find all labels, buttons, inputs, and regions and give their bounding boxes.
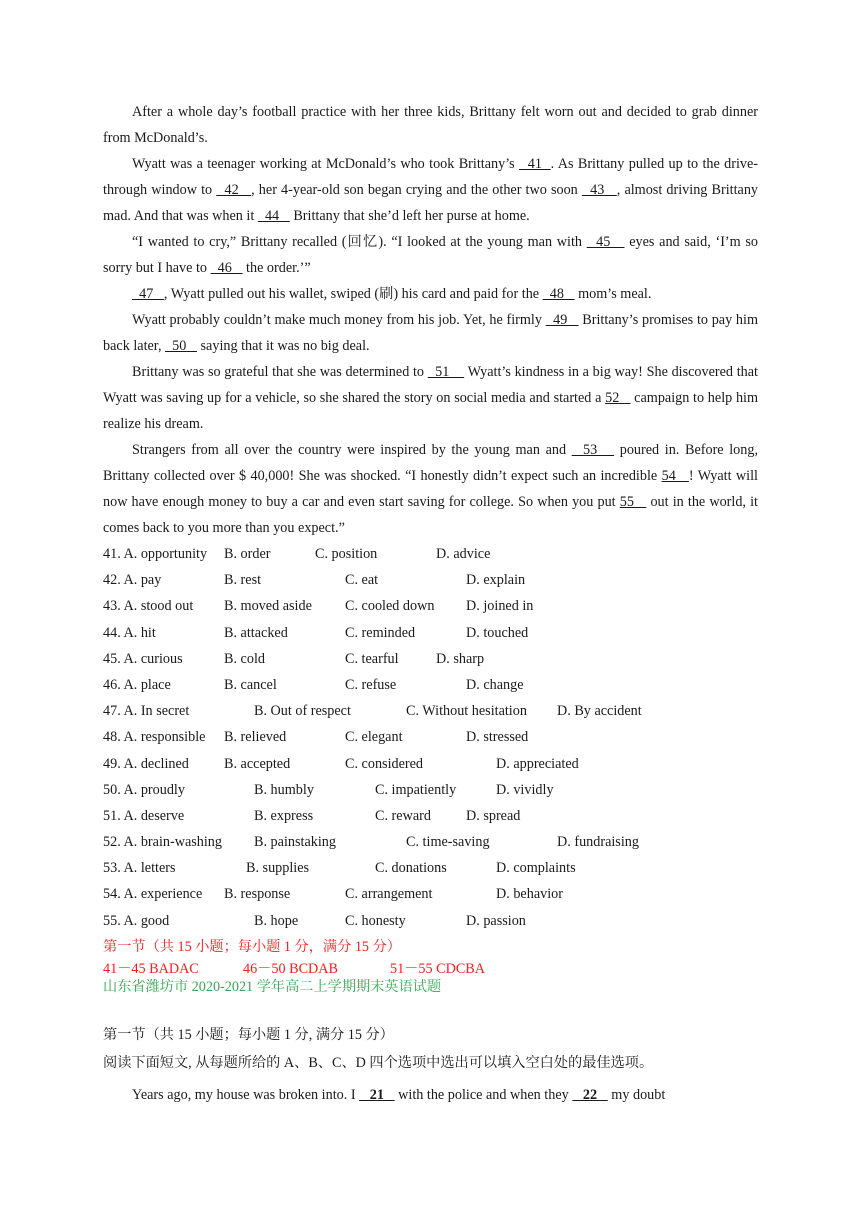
paragraph-2	[103, 151, 758, 229]
option-c: C. arrangement	[345, 886, 433, 903]
blank-47: 47	[132, 286, 164, 302]
option-row	[103, 698, 758, 724]
text: . As Brittany pulled up to the drive-through window to	[103, 156, 759, 198]
text: poured in. Before long, Brittany collected over $ 40,000! She was shocked. “I honestly didn’t expect such an incredible	[103, 442, 758, 484]
option-row	[103, 724, 758, 750]
text: Brittany was so grateful that she was determined to	[132, 364, 428, 380]
option-row	[103, 751, 758, 777]
option-a: 51. A. deserve	[103, 807, 185, 824]
blank-45: 45	[586, 234, 625, 250]
option-c: C. reminded	[345, 624, 416, 641]
text: the order.’”	[242, 260, 311, 276]
option-c: C. cooled down	[345, 598, 435, 615]
option-c: C. position	[315, 546, 378, 562]
blank-21: 21	[359, 1086, 395, 1103]
option-d: D. By accident	[557, 703, 642, 720]
blank-53: 53	[571, 442, 615, 458]
blank-41: 41	[519, 156, 551, 172]
source-title: 山东省潍坊市 2020-2021 学年高二上学期期末英语试题	[103, 978, 442, 995]
text: out in the world, it comes back to you more than you expect.”	[103, 494, 758, 536]
text: , almost driving Brittany mad. And that was when it	[103, 182, 759, 224]
option-a: 49. A. declined	[103, 755, 189, 772]
blank-55: 55	[619, 494, 647, 510]
option-c: C. refuse	[345, 676, 397, 693]
option-row	[103, 541, 758, 567]
text: Brittany’s promises to pay him back later,	[103, 312, 758, 354]
option-a: 47. A. In secret	[103, 703, 190, 720]
option-c: C. eat	[345, 572, 379, 589]
option-a: 43. A. stood out	[103, 598, 194, 615]
options-list	[103, 541, 758, 934]
section-header: 第一节（共 15 小题；每小题 1 分, 满分 15 分）	[103, 1026, 394, 1043]
option-b: B. cold	[224, 650, 265, 667]
option-a: 44. A. hit	[103, 624, 156, 641]
option-d: D. passion	[466, 912, 526, 929]
blank-51: 51	[427, 364, 465, 380]
option-d: D. fundraising	[557, 834, 639, 851]
option-row	[103, 646, 758, 672]
option-a: 52. A. brain-washing	[103, 834, 222, 851]
text: with the police and when they	[394, 1086, 573, 1103]
option-a: 53. A. letters	[103, 860, 176, 877]
option-b: B. humbly	[254, 781, 314, 798]
option-b: B. accepted	[224, 755, 291, 772]
text: saying that it was no big deal.	[196, 338, 370, 354]
blank-42: 42	[216, 182, 252, 198]
text: , Wyatt pulled out his wallet, swiped (刷) his card and paid for the	[163, 286, 543, 302]
option-row	[103, 567, 758, 593]
option-d: D. behavior	[496, 886, 563, 903]
option-row	[103, 855, 758, 881]
option-a: 46. A. place	[103, 676, 171, 693]
option-d: D. stressed	[466, 729, 529, 746]
text: Wyatt was a teenager working at McDonald’s who took Brittany’s	[132, 156, 520, 172]
option-d: D. joined in	[466, 598, 534, 615]
text: eyes and said, ‘I’m so sorry but I have to	[103, 234, 759, 276]
option-d: D. explain	[466, 572, 526, 589]
answer-header: 第一节（共 15 小题；每小题 1 分，满分 15 分）	[103, 938, 401, 955]
answer-46-50: 46－50 BCDAB	[243, 960, 338, 977]
option-b: B. express	[254, 807, 314, 824]
option-d: D. vividly	[496, 781, 554, 798]
option-c: C. considered	[345, 755, 424, 772]
option-a: 50. A. proudly	[103, 781, 185, 798]
paragraph-1	[103, 99, 758, 151]
answer-41-45: 41－45 BADAC	[103, 960, 199, 977]
paragraph-6	[103, 359, 758, 437]
option-row	[103, 672, 758, 698]
option-b: B. hope	[254, 912, 299, 929]
option-a: 48. A. responsible	[103, 729, 206, 746]
paragraph-4	[103, 281, 758, 307]
option-row	[103, 620, 758, 646]
paragraph-5	[103, 307, 758, 359]
text: Strangers from all over the country were inspired by the young man and	[132, 442, 572, 458]
option-b: B. order	[224, 546, 271, 562]
option-c: C. Without hesitation	[406, 703, 527, 720]
option-a: 54. A. experience	[103, 886, 203, 903]
option-c: C. reward	[375, 807, 431, 824]
blank-52: 52	[605, 390, 631, 406]
text: mom’s meal.	[574, 286, 652, 302]
blank-44: 44	[257, 208, 290, 224]
option-row	[103, 881, 758, 907]
option-c: C. tearful	[345, 650, 399, 667]
document-page	[103, 99, 758, 1108]
answer-block	[103, 936, 758, 998]
option-b: B. relieved	[224, 729, 287, 746]
option-row	[103, 777, 758, 803]
instruction: 阅读下面短文, 从每题所给的 A、B、C、D 四个选项中选出可以填入空白处的最佳选项。	[103, 1054, 654, 1071]
option-d: D. spread	[466, 807, 521, 824]
option-d: D. complaints	[496, 860, 576, 877]
text: , her 4-year-old son began crying and the other two soon	[251, 182, 582, 198]
paragraph-7	[103, 437, 758, 541]
option-row	[103, 908, 758, 934]
option-c: C. honesty	[345, 912, 406, 929]
option-a: 55. A. good	[103, 912, 170, 929]
option-row	[103, 593, 758, 619]
text: ! Wyatt will now have enough money to buy a car and even start saving for college. So when you put	[103, 468, 759, 510]
option-d: D. appreciated	[496, 755, 579, 772]
option-c: C. time-saving	[406, 834, 490, 851]
option-a: 45. A. curious	[103, 650, 183, 667]
blank-50: 50	[165, 338, 197, 354]
text: campaign to help him realize his dream.	[103, 390, 759, 432]
blank-22: 22	[572, 1086, 608, 1103]
option-d: D. touched	[466, 624, 529, 641]
blank-48: 48	[542, 286, 575, 302]
option-b: B. Out of respect	[254, 703, 351, 720]
blank-46: 46	[210, 260, 243, 276]
text: my doubt	[607, 1086, 666, 1103]
paragraph-3	[103, 229, 758, 281]
option-b: B. rest	[224, 572, 262, 589]
option-a: 42. A. pay	[103, 572, 162, 589]
text: Wyatt probably couldn’t make much money from his job. Yet, he firmly	[132, 312, 546, 328]
blank-49: 49	[545, 312, 579, 328]
option-b: B. moved aside	[224, 598, 312, 615]
option-d: D. change	[466, 676, 524, 693]
option-b: B. attacked	[224, 624, 288, 641]
option-b: B. response	[224, 886, 291, 903]
text: Years ago, my house was broken into. I	[132, 1086, 360, 1103]
option-d: D. sharp	[436, 650, 485, 667]
option-a: 41. A. opportunity	[103, 546, 208, 562]
blank-54: 54	[661, 468, 689, 484]
option-b: B. cancel	[224, 676, 277, 693]
blank-43: 43	[581, 182, 617, 198]
text: After a whole day’s football practice with her three kids, Brittany felt worn out and decided to grab dinner from McDonald’s.	[103, 104, 758, 146]
option-c: C. elegant	[345, 729, 403, 746]
option-row	[103, 829, 758, 855]
option-c: C. donations	[375, 860, 447, 877]
spacer	[103, 998, 758, 1022]
answer-line	[103, 958, 758, 980]
option-row	[103, 803, 758, 829]
text: Wyatt’s kindness in a big way! She discovered that Wyatt was saving up for a vehicle, so she shared the story on social media and started a	[103, 364, 758, 406]
text: “I wanted to cry,” Brittany recalled (回忆). “I looked at the young man with	[132, 234, 587, 250]
option-d: D. advice	[436, 546, 491, 562]
answer-51-55: 51－55 CDCBA	[390, 960, 485, 977]
text: Brittany that she’d left her purse at home.	[289, 208, 530, 224]
next-paragraph	[103, 1082, 758, 1108]
option-b: B. supplies	[246, 860, 310, 877]
option-c: C. impatiently	[375, 781, 457, 798]
option-b: B. painstaking	[254, 834, 336, 851]
